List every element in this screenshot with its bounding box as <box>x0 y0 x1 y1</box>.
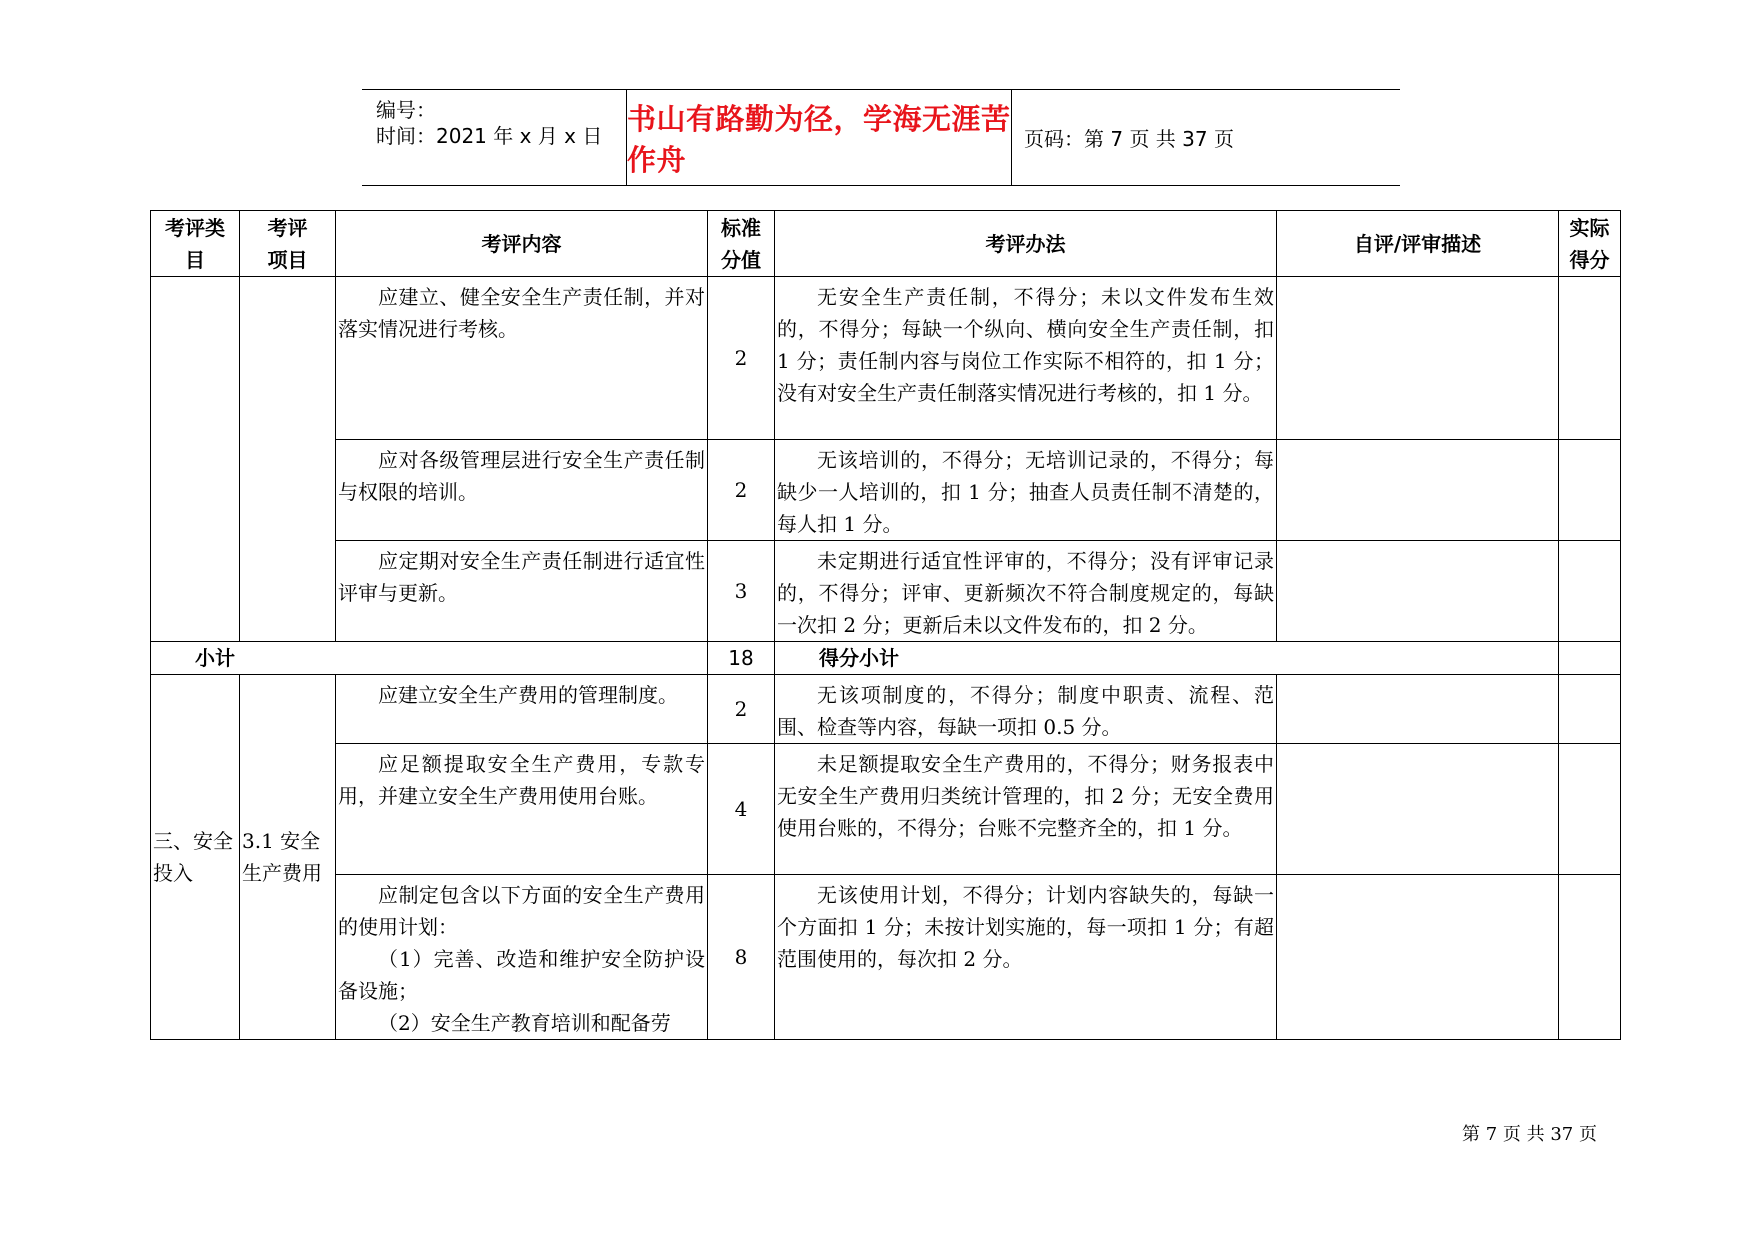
content-cell: 应建立安全生产费用的管理制度。 <box>336 675 708 744</box>
method-cell: 未定期进行适宜性评审的，不得分；没有评审记录的，不得分；评审、更新频次不符合制度规定的，每缺一次扣 2 分；更新后未以文件发布的，扣 2 分。 <box>775 541 1277 642</box>
page-header <box>362 89 1400 186</box>
subtotal-desc: 得分小计 <box>775 642 1559 675</box>
actual-score-cell[interactable] <box>1559 277 1621 440</box>
table-row <box>151 440 1621 541</box>
subtotal-score: 18 <box>708 642 775 675</box>
table-row <box>151 875 1621 1040</box>
content-cell: 应定期对安全生产责任制进行适宜性评审与更新。 <box>336 541 708 642</box>
table-row <box>151 744 1621 875</box>
header-motto: 书山有路勤为径，学海无涯苦作舟 <box>627 101 1011 177</box>
self-eval-cell[interactable] <box>1277 744 1559 875</box>
table-row <box>151 277 1621 440</box>
col-header-standard-score: 标准分值 <box>708 211 775 277</box>
standard-score-cell: 2 <box>708 277 775 440</box>
self-eval-cell[interactable] <box>1277 277 1559 440</box>
evaluation-table <box>150 210 1621 1040</box>
subtotal-label: 小计 <box>151 642 708 675</box>
method-cell: 无该项制度的，不得分；制度中职责、流程、范围、检查等内容，每缺一项扣 0.5 分。 <box>775 675 1277 744</box>
actual-score-cell[interactable] <box>1559 541 1621 642</box>
standard-score-cell: 4 <box>708 744 775 875</box>
content-line: 应制定包含以下方面的安全生产费用的使用计划： <box>338 883 705 939</box>
actual-score-cell[interactable] <box>1559 744 1621 875</box>
content-line: （1）完善、改造和维护安全防护设备设施； <box>338 947 705 1003</box>
table-header-row <box>151 211 1621 277</box>
table-row <box>151 541 1621 642</box>
header-right <box>1012 90 1400 185</box>
self-eval-cell[interactable] <box>1277 875 1559 1040</box>
col-header-self-eval: 自评/评审描述 <box>1277 211 1559 277</box>
col-header-content: 考评内容 <box>336 211 708 277</box>
content-line: （2）安全生产教育培训和配备劳 <box>378 1011 671 1035</box>
self-eval-cell[interactable] <box>1277 440 1559 541</box>
document-number-label: 编号： <box>376 98 436 122</box>
col-header-category: 考评类目 <box>151 211 240 277</box>
actual-score-cell[interactable] <box>1559 875 1621 1040</box>
standard-score-cell: 2 <box>708 440 775 541</box>
document-date-label: 时间：2021 年 x 月 x 日 <box>376 124 603 148</box>
actual-score-cell[interactable] <box>1559 675 1621 744</box>
standard-score-cell: 8 <box>708 875 775 1040</box>
subtotal-actual-score[interactable] <box>1559 642 1621 675</box>
actual-score-cell[interactable] <box>1559 440 1621 541</box>
col-header-actual-score: 实际得分 <box>1559 211 1621 277</box>
method-cell: 无该培训的，不得分；无培训记录的，不得分；每缺少一人培训的，扣 1 分；抽查人员责任制不清楚的，每人扣 1 分。 <box>775 440 1277 541</box>
subtotal-row <box>151 642 1621 675</box>
header-left <box>362 90 625 185</box>
category-cell-empty <box>151 277 240 642</box>
content-cell: 应建立、健全安全生产责任制，并对落实情况进行考核。 <box>336 277 708 440</box>
item-cell-empty <box>240 277 336 642</box>
content-cell: 应足额提取安全生产费用，专款专用，并建立安全生产费用使用台账。 <box>336 744 708 875</box>
category-cell: 三、安全投入 <box>151 675 240 1040</box>
header-page-info: 页码：第 7 页 共 37 页 <box>1024 127 1234 151</box>
col-header-method: 考评办法 <box>775 211 1277 277</box>
standard-score-cell: 2 <box>708 675 775 744</box>
content-cell: 应对各级管理层进行安全生产责任制与权限的培训。 <box>336 440 708 541</box>
self-eval-cell[interactable] <box>1277 675 1559 744</box>
header-center <box>626 90 1012 185</box>
method-cell: 无该使用计划，不得分；计划内容缺失的，每缺一个方面扣 1 分；未按计划实施的，每一项扣 1 分；有超范围使用的，每次扣 2 分。 <box>775 875 1277 1040</box>
item-cell: 3.1 安全生产费用 <box>240 675 336 1040</box>
col-header-item: 考评项目 <box>240 211 336 277</box>
standard-score-cell: 3 <box>708 541 775 642</box>
method-cell: 未足额提取安全生产费用的，不得分；财务报表中无安全生产费用归类统计管理的，扣 2 分；无安全费用使用台账的，不得分；台账不完整齐全的，扣 1 分。 <box>775 744 1277 875</box>
page-footer: 第 7 页 共 37 页 <box>1462 1124 1597 1145</box>
self-eval-cell[interactable] <box>1277 541 1559 642</box>
content-cell <box>336 875 708 1040</box>
table-row <box>151 675 1621 744</box>
method-cell: 无安全生产责任制，不得分；未以文件发布生效的，不得分；每缺一个纵向、横向安全生产责任制，扣 1 分；责任制内容与岗位工作实际不相符的，扣 1 分；没有对安全生产责任制落实情况进行考核的，扣 1 分。 <box>775 277 1277 440</box>
